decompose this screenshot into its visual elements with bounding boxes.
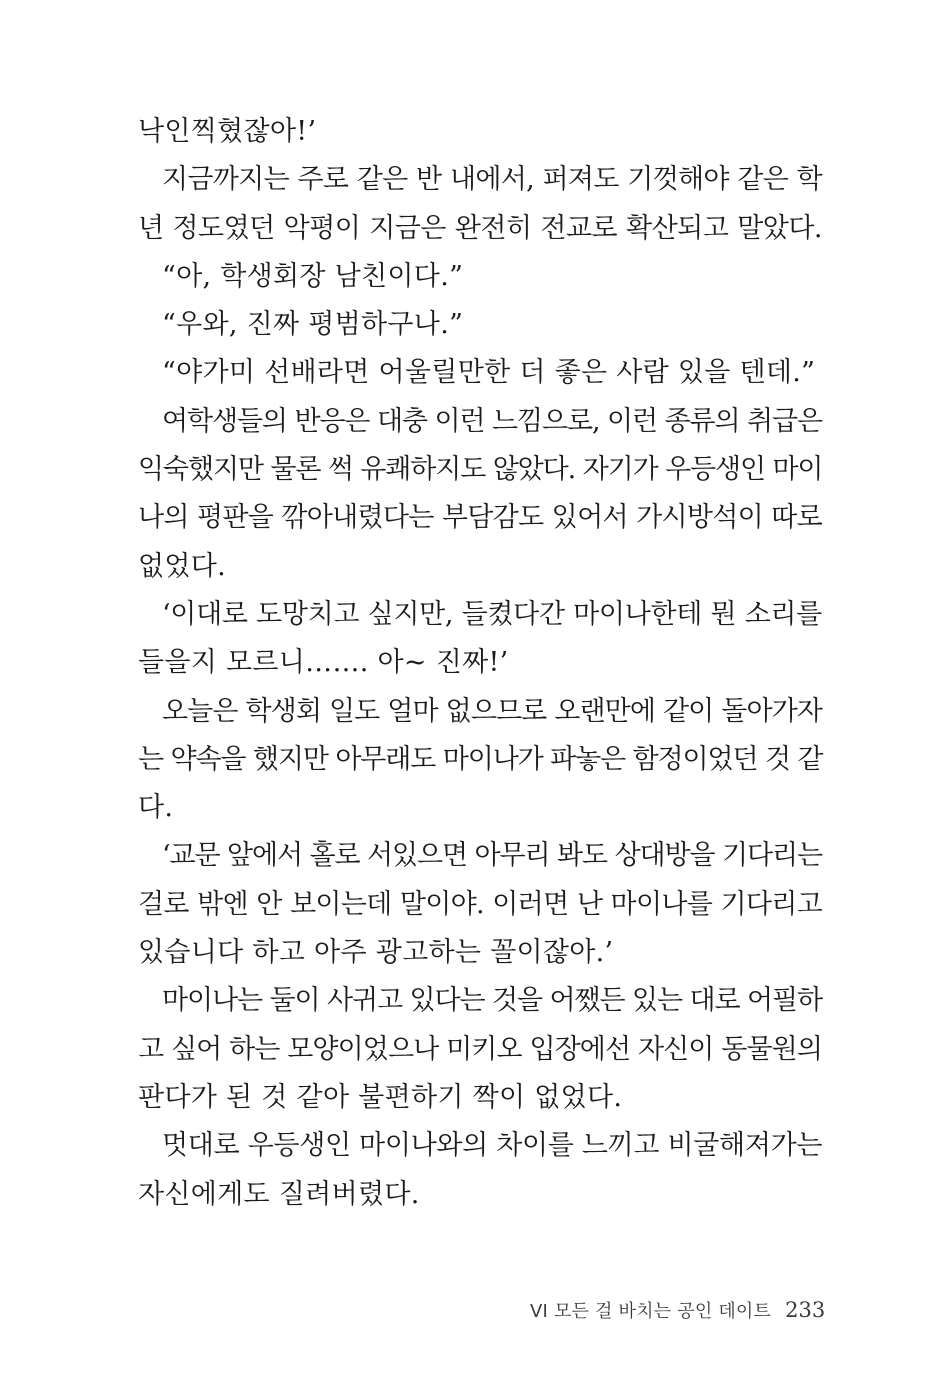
text-line: 다. [138,792,174,824]
text-line: ‘교문 앞에서 홀로 서있으면 아무리 봐도 상대방을 기다리는 [162,840,822,872]
chapter-label: VI 모든 걸 바치는 공인 데이트 [530,1301,772,1322]
text-line: 걸로 밖엔 안 보이는데 말이야. 이러면 난 마이나를 기다리고 [138,888,822,920]
running-footer [530,1290,850,1330]
text-line: 들을지 모르니……. 아~ 진짜!’ [138,647,509,679]
text-line: 나의 평판을 깎아내렸다는 부담감도 있어서 가시방석이 따로 [138,502,822,534]
text-line: “우와, 진짜 평범하구나.” [162,309,464,341]
text-line: 오늘은 학생회 일도 얼마 없으므로 오랜만에 같이 돌아가자 [162,695,822,727]
text-line: 자신에게도 질려버렸다. [138,1178,420,1210]
text-line: 있습니다 하고 아주 광고하는 꼴이잖아.’ [138,937,614,969]
text-line: 멋대로 우등생인 마이나와의 차이를 느끼고 비굴해져가는 [162,1130,823,1162]
text-line: 는 약속을 했지만 아무래도 마이나가 파놓은 함정이었던 것 같 [138,743,823,775]
page-number: 233 [785,1298,826,1322]
text-line: ‘이대로 도망치고 싶지만, 들켰다간 마이나한테 뭔 소리를 [162,598,822,630]
text-line: 없었다. [138,550,227,582]
text-line: 여학생들의 반응은 대충 이런 느낌으로, 이런 종류의 취급은 [162,405,822,437]
body-text [138,108,822,1219]
text-line: “야가미 선배라면 어울릴만한 더 좋은 사람 있을 텐데.” [162,357,816,389]
text-line: 익숙했지만 물론 썩 유쾌하지도 않았다. 자기가 우등생인 마이 [138,454,823,486]
text-line: 마이나는 둘이 사귀고 있다는 것을 어쨌든 있는 대로 어필하 [162,985,822,1017]
text-line: 지금까지는 주로 같은 반 내에서, 퍼져도 기껏해야 같은 학 [162,164,822,196]
text-line: 고 싶어 하는 모양이었으나 미키오 입장에선 자신이 동물원의 [138,1033,822,1065]
text-line: 낙인찍혔잖아!’ [138,116,317,147]
text-line: “아, 학생회장 남친이다.” [162,260,464,292]
text-line: 년 정도였던 악평이 지금은 완전히 전교로 확산되고 말았다. [138,212,822,244]
text-line: 판다가 된 것 같아 불편하기 짝이 없었다. [138,1081,623,1113]
